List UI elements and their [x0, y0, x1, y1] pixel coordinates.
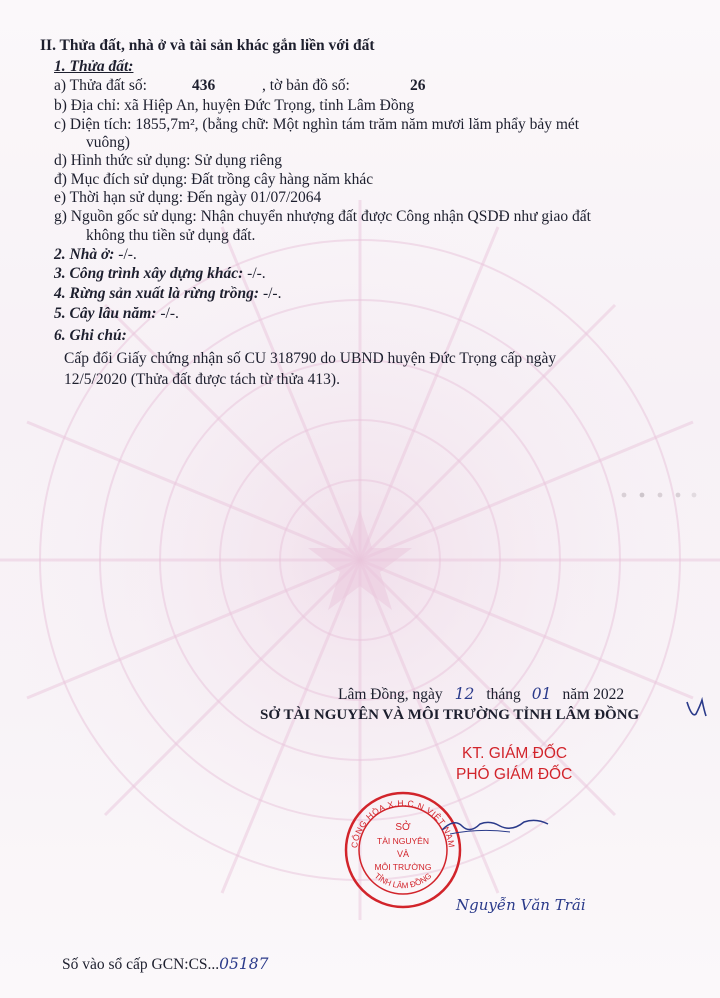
photo-artifact-dots	[618, 488, 698, 506]
date-day: 12	[454, 685, 475, 703]
usage-form-line: d) Hình thức sử dụng: Sử dụng riêng	[54, 152, 282, 169]
register-label: Số vào sổ cấp GCN:CS...	[62, 956, 220, 973]
initial-mark-icon	[684, 696, 710, 722]
house-row	[54, 245, 137, 264]
seal-line-1: SỞ	[395, 822, 411, 833]
house-value: -/-.	[118, 246, 137, 263]
notes-label: 6. Ghi chú:	[54, 327, 127, 344]
map-number: 26	[410, 77, 426, 94]
register-number: 05187	[219, 955, 269, 973]
signer-title-2: PHÓ GIÁM ĐỐC	[456, 766, 573, 783]
seal-outer-text: CỘNG HÒA X.H.C.N VIỆT NAM	[349, 797, 457, 849]
seal-line-4: MÔI TRƯỜNG	[374, 862, 432, 872]
signer-title-1: KT. GIÁM ĐỐC	[462, 745, 568, 762]
year-label: năm 2022	[562, 686, 625, 703]
map-label: , tờ bản đồ số:	[262, 77, 350, 94]
svg-text:TỈNH LÂM ĐỒNG	[373, 871, 434, 890]
forest-value: -/-.	[262, 285, 282, 302]
construction-value: -/-.	[247, 265, 266, 282]
agency-name: SỞ TÀI NGUYÊN VÀ MÔI TRƯỜNG TỈNH LÂM ĐỒNG	[260, 707, 640, 723]
seal-line-3: VÀ	[396, 849, 410, 859]
place-date-line	[338, 685, 624, 704]
perennial-label: 5. Cây lâu năm:	[54, 305, 157, 322]
date-month: 01	[531, 685, 552, 703]
section-title: II. Thửa đất, nhà ở và tài sản khác gắn liền với đất	[40, 37, 375, 54]
construction-row	[54, 264, 266, 283]
signer-name: Nguyễn Văn Trãi	[456, 896, 586, 914]
notes-line-1: Cấp đổi Giấy chứng nhận số CU 318790 do UBND huyện Đức Trọng cấp ngày	[64, 350, 557, 367]
parcel-label: a) Thửa đất số:	[54, 77, 147, 94]
forest-label: 4. Rừng sản xuất là rừng trồng:	[54, 285, 260, 302]
parcel-number: 436	[192, 77, 216, 94]
area-line-2: vuông)	[86, 134, 130, 151]
origin-line-2: không thu tiền sử dụng đất.	[86, 227, 256, 244]
purpose-line: đ) Mục đích sử dụng: Đất trồng cây hàng năm khác	[54, 171, 374, 188]
term-line: e) Thời hạn sử dụng: Đến ngày 01/07/2064	[54, 189, 322, 206]
seal-bottom-text: TỈNH LÂM ĐỒNG	[372, 871, 434, 891]
register-row	[62, 955, 268, 974]
address-line: b) Địa chỉ: xã Hiệp An, huyện Đức Trọng, tỉnh Lâm Đồng	[54, 97, 415, 114]
perennial-value: -/-.	[160, 305, 179, 322]
construction-label: 3. Công trình xây dựng khác:	[54, 265, 244, 282]
month-label: tháng	[486, 686, 521, 703]
house-label: 2. Nhà ở:	[54, 246, 115, 263]
origin-line-1: g) Nguồn gốc sử dụng: Nhận chuyển nhượng đất được Công nhận QSDĐ như giao đất	[54, 208, 591, 225]
forest-row	[54, 284, 281, 303]
official-seal	[343, 790, 463, 910]
signature-scribble	[440, 812, 550, 842]
land-heading: 1. Thửa đất:	[54, 58, 134, 75]
place-date-prefix: Lâm Đồng, ngày	[338, 686, 443, 703]
area-line-1: c) Diện tích: 1855,7m², (bằng chữ: Một nghìn tám trăm năm mươi lăm phẩy bảy mét	[54, 116, 580, 133]
seal-line-2: TÀI NGUYÊN	[377, 836, 429, 846]
perennial-row	[54, 304, 179, 323]
notes-line-2: 12/5/2020 (Thửa đất được tách từ thửa 413).	[64, 371, 340, 388]
